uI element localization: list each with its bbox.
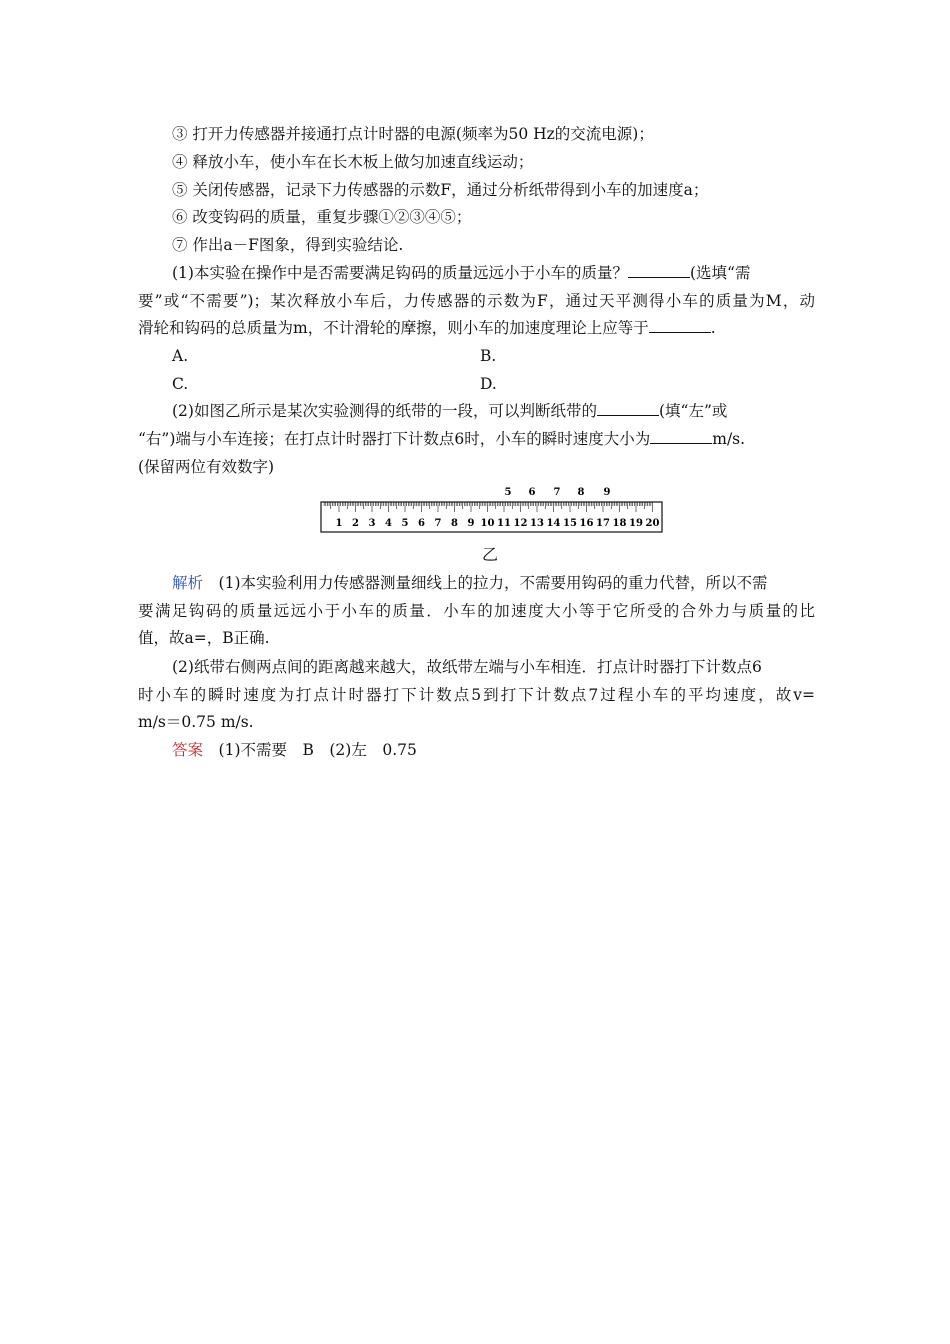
ruler-label: 18 (612, 518, 627, 529)
ruler-label: 9 (467, 518, 475, 529)
question-1-line-2: 要”或“不需要”)；某次释放小车后，力传感器的示数为F，通过天平测得小车的质量为M，动 (138, 292, 815, 310)
question-2-line-1 (172, 401, 727, 421)
tape-ruler-figure (320, 482, 664, 534)
q1-text-d: . (710, 319, 716, 337)
q1-text-b: (选填“需 (689, 264, 751, 282)
q1-blank-2 (649, 318, 711, 333)
answer-line (172, 740, 417, 760)
ruler-label: 10 (480, 518, 495, 529)
q1-text-a: (1)本实验在操作中是否需要满足钩码的质量远远小于小车的质量？ (172, 264, 628, 282)
analysis-line-6: m/s＝0.75 m/s. (138, 713, 254, 731)
question-1-line-1 (172, 263, 750, 283)
q2-text-a: (2)如图乙所示是某次实验测得的纸带的一段，可以判断纸带的 (172, 402, 597, 420)
q2-text-d: m/s. (712, 430, 746, 448)
count-point-label: 8 (577, 487, 585, 498)
analysis-text-1: (1)本实验利用力传感器测量细线上的拉力，不需要用钩码的重力代替，所以不需 (218, 574, 768, 592)
step-7: ⑦ 作出a－F图象，得到实验结论. (172, 236, 404, 254)
q2-blank-2 (650, 429, 712, 444)
option-d: D. (480, 375, 497, 393)
ruler-label: 4 (385, 518, 392, 529)
step-3: ③ 打开力传感器并接通打点计时器的电源(频率为50 Hz的交流电源)； (172, 125, 654, 143)
ruler-label: 20 (645, 518, 660, 529)
ruler-label: 19 (629, 518, 643, 529)
analysis-line-2: 要满足钩码的质量远远小于小车的质量．小车的加速度大小等于它所受的合外力与质量的比 (138, 602, 815, 620)
option-a: A. (172, 347, 189, 365)
ruler-label: 7 (434, 518, 442, 529)
analysis-label: 解析 (172, 574, 204, 592)
question-2-line-3: (保留两位有效数字) (138, 458, 275, 476)
figure-caption: 乙 (482, 545, 499, 564)
ruler-label: 12 (513, 518, 528, 529)
step-4: ④ 释放小车，使小车在长木板上做匀加速直线运动； (172, 153, 534, 171)
step-6: ⑥ 改变钩码的质量，重复步骤①②③④⑤； (172, 208, 472, 226)
ruler-label: 6 (418, 518, 425, 529)
answer-text: (1)不需要 B (2)左 0.75 (218, 741, 417, 759)
question-1-line-3 (138, 318, 716, 338)
q1-text-c: 滑轮和钩码的总质量为m，不计滑轮的摩擦，则小车的加速度理论上应等于 (138, 319, 649, 337)
ruler-label: 11 (497, 518, 511, 529)
ruler-label: 3 (368, 518, 376, 529)
analysis-line-1 (172, 573, 768, 593)
ruler-label: 17 (596, 518, 610, 529)
ruler-label: 8 (451, 518, 458, 529)
ruler-label: 13 (530, 518, 544, 529)
analysis-line-3: 值，故a=，B正确. (138, 629, 270, 647)
q2-text-b: (填“左”或 (658, 402, 728, 420)
ruler-label: 16 (579, 518, 594, 529)
ruler-label: 1 (335, 518, 343, 529)
ruler-label: 2 (352, 518, 359, 529)
ruler-label: 15 (563, 518, 577, 529)
option-b: B. (480, 347, 497, 365)
answer-label: 答案 (172, 741, 204, 759)
count-point-label: 7 (553, 487, 561, 498)
option-c: C. (172, 375, 189, 393)
count-point-label: 9 (603, 487, 611, 498)
ruler-label: 5 (401, 518, 409, 529)
ruler-label: 14 (546, 518, 561, 529)
q1-blank-1 (628, 263, 690, 278)
count-point-label: 5 (504, 487, 512, 498)
step-5: ⑤ 关闭传感器，记录下力传感器的示数F，通过分析纸带得到小车的加速度a； (172, 181, 709, 199)
q2-text-c: “右”)端与小车连接；在打点计时器打下计数点6时，小车的瞬时速度大小为 (138, 430, 651, 448)
q2-blank-1 (597, 401, 659, 416)
analysis-line-4: (2)纸带右侧两点间的距离越来越大，故纸带左端与小车相连．打点计时器打下计数点6 (172, 658, 762, 676)
analysis-line-5: 时小车的瞬时速度为打点计时器打下计数点5到打下计数点7过程小车的平均速度，故v= (138, 686, 815, 704)
question-2-line-2 (138, 429, 745, 449)
count-point-label: 6 (528, 487, 536, 498)
